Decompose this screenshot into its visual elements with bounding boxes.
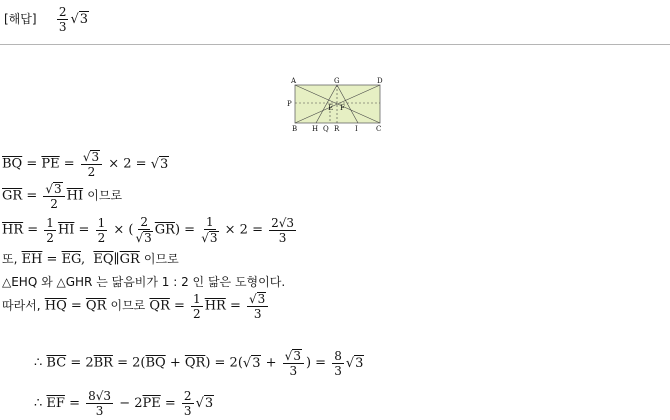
label-F: F bbox=[340, 104, 345, 112]
solution-line-3: $\overline{HR}$ = $\frac{1}{2}$ $\overline{HI}$ = $\frac{1}{2}$ × ( $\frac{2}{√3}$ $\overline{GR}$) = $\frac{1}{√3}$ × 2 = $\frac{2√3}{3}$ bbox=[2, 215, 295, 245]
solution-line-7: ∴ $\overline{BC} = 2\overline{BR} = 2(\overline{BQ} + \overline{QR}) = 2(√3$ + $\frac{√3}{3}$ ) = $\frac{8}{3}$ √3 bbox=[34, 348, 364, 378]
label-A: A bbox=[291, 77, 297, 85]
answer-label: [해답] bbox=[4, 12, 37, 26]
label-B: B bbox=[292, 125, 298, 133]
label-C: C bbox=[376, 125, 382, 133]
solution-line-5: △EHQ 와 △GHR 는 닮음비가 1 : 2 인 닮은 도형이다. bbox=[2, 275, 286, 289]
solution-line-6: 따라서, $\overline{HQ} = \overline{QR}$ 이므로 $\overline{QR}$ = $\frac{1}{2}$ $\overline{HR}$ = $\frac{√3}{3}$ bbox=[2, 292, 270, 320]
answer-fraction: $\frac{2}{3}$ bbox=[58, 5, 67, 34]
answer-line bbox=[4, 6, 89, 33]
label-D: D bbox=[377, 77, 383, 85]
label-H: H bbox=[312, 125, 319, 133]
solution-line-8: ∴ $\overline{EF}$ = $\frac{8√3}{3}$ − $2\overline{PE}$ = $\frac{2}{3}$ √3 bbox=[34, 389, 214, 418]
label-Q: Q bbox=[323, 125, 329, 133]
solution-line-2: $\overline{GR}$ = $\frac{√3}{2}$ $\overline{HI}$ 이므로 bbox=[2, 182, 123, 211]
geometry-figure bbox=[286, 76, 388, 134]
label-E: E bbox=[328, 104, 334, 112]
label-P: P bbox=[287, 100, 292, 108]
separator-line bbox=[0, 44, 670, 45]
solution-line-1: $\overline{BQ} = \overline{PE}$ = $\frac{√3}{2}$ × 2 = √3 bbox=[2, 150, 169, 179]
label-R: R bbox=[334, 125, 340, 133]
answer-sqrt: √3 bbox=[70, 12, 89, 27]
label-I: I bbox=[355, 125, 358, 133]
label-G: G bbox=[334, 77, 340, 85]
solution-line-4: 또, $\overline{EH} = \overline{EG}$, $\overline{EQ}\parallel\overline{GR}$ 이므로 bbox=[2, 252, 179, 267]
